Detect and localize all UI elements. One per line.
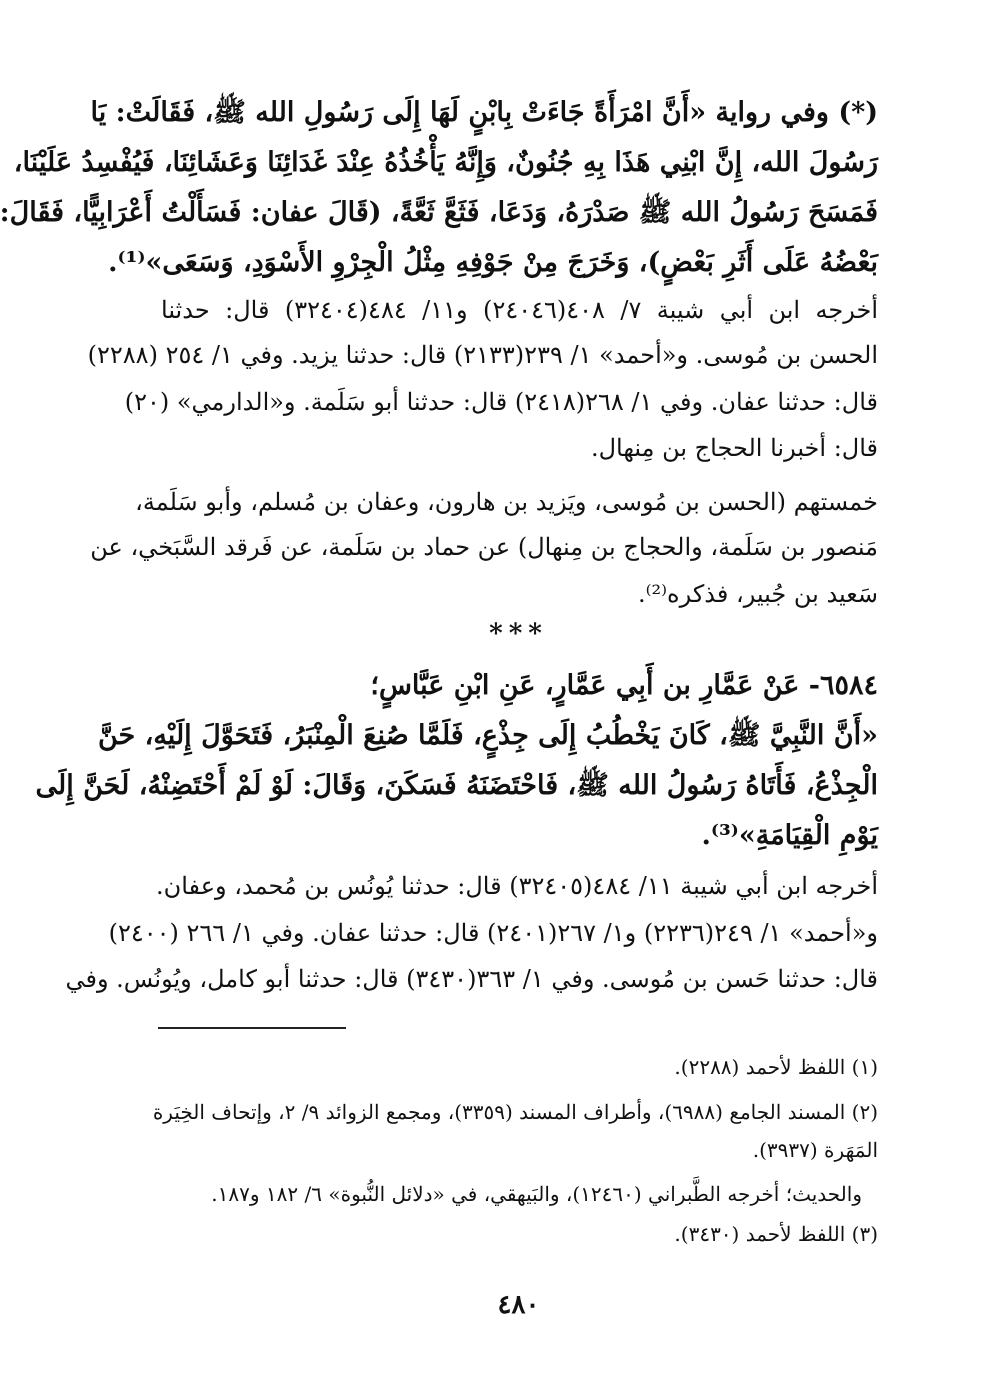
footnote: المَهَرة (٣٩٣٧). (752, 1138, 878, 1162)
narrators-line: مَنصور بن سَلَمة، والحجاج بن مِنهال) عن حماد بن سَلَمة، عن فَرقد السَّبَخي، عن (90, 533, 878, 561)
takhrij-line: أخرجه ابن أبي شيبة ٧/ ٤٠٨(٢٤٠٤٦) و١١/ ٤٨٤(٣٢٤٠٤) قال: حدثنا (161, 296, 878, 324)
hadith-variant-line: فَمَسَحَ رَسُولُ الله ﷺ صَدْرَهُ، وَدَعَا، فَثَعَّ ثَعَّةً، (قَالَ عفان: فَسَأَلْتُ أَعْرَابِيًّا، فَقَالَ: (0, 197, 878, 228)
hadith-heading: ٦٥٨٤- عَنْ عَمَّارِ بن أَبِي عَمَّارٍ، عَنِ ابْنِ عَبَّاسٍ؛ (370, 670, 878, 701)
takhrij-line: الحسن بن مُوسى. و«أحمد» ١/ ٢٣٩(٢١٣٣) قال: حدثنا يزيد. وفي ١/ ٢٥٤ (٢٢٨٨) (87, 341, 878, 369)
takhrij-line: و«أحمد» ١/ ٢٤٩(٢٢٣٦) و١/ ٢٦٧(٢٤٠١) قال: حدثنا عفان. وفي ١/ ٢٦٦ (٢٤٠٠) (108, 919, 878, 947)
hadith-variant-line: رَسُولَ الله، إِنَّ ابْنِي هَذَا بِهِ جُنُونٌ، وَإِنَّهُ يَأْخُذُهُ عِنْدَ غَدَائِنَا وَعَشَائِنَا، فَيُفْسِدُ عَلَيْنَا، (13, 147, 878, 178)
takhrij-line: قال: أخبرنا الحجاج بن مِنهال. (590, 434, 878, 462)
section-separator: *** (489, 619, 548, 649)
hadith-text-line: يَوْمِ الْقِيَامَةِ»⁽³⁾. (701, 820, 878, 851)
narrators-line: سَعيد بن جُبير، فذكره⁽²⁾. (637, 580, 878, 608)
hadith-text-line: «أَنَّ النَّبِيَّ ﷺ، كَانَ يَخْطُبُ إِلَى جِذْعٍ، فَلَمَّا صُنِعَ الْمِنْبَرُ، فَتَحَوَّلَ إِلَيْهِ، حَنَّ (97, 720, 878, 751)
footnote: والحديث؛ أخرجه الطَّبراني (١٢٤٦٠)، والبَيهقي، في «دلائل النُّبوة» ٦/ ١٨٢ و١٨٧. (211, 1182, 862, 1206)
takhrij-line: أخرجه ابن أبي شيبة ١١/ ٤٨٤(٣٢٤٠٥) قال: حدثنا يُونُس بن مُحمد، وعفان. (155, 872, 878, 900)
footnote: (٢) المسند الجامع (٦٩٨٨)، وأطراف المسند (٣٣٥٩)، ومجمع الزوائد ٩/ ٢، وإتحاف الخِيَرة (152, 1100, 878, 1124)
page-number: ٤٨٠ (497, 1290, 540, 1320)
takhrij-line: قال: حدثنا حَسن بن مُوسى. وفي ١/ ٣٦٣(٣٤٣٠) قال: حدثنا أبو كامل، ويُونُس. وفي (65, 965, 878, 993)
takhrij-line: قال: حدثنا عفان. وفي ١/ ٢٦٨(٢٤١٨) قال: حدثنا أبو سَلَمة. و«الدارمي» (٢٠) (124, 388, 878, 416)
hadith-variant-line: بَعْضُهُ عَلَى أَثَرِ بَعْضٍ)، وَخَرَجَ مِنْ جَوْفِهِ مِثْلُ الْجِرْوِ الأَسْوَدِ، وَسَعَى»⁽¹⁾. (108, 247, 878, 278)
footnote: (١) اللفظ لأحمد (٢٢٨٨). (674, 1055, 878, 1079)
hadith-text-line: الْجِذْعُ، فَأَتَاهُ رَسُولُ الله ﷺ، فَاحْتَضَنَهُ فَسَكَنَ، وَقَالَ: لَوْ لَمْ أَحْتَضِنْهُ، لَحَنَّ إِلَى (35, 770, 878, 801)
footnote-divider (158, 1027, 346, 1029)
hadith-variant-line: (*) وفي رواية «أَنَّ امْرَأَةً جَاءَتْ بِابْنٍ لَهَا إِلَى رَسُولِ الله ﷺ، فَقَالَتْ: يَا (90, 97, 878, 128)
narrators-line: خمستهم (الحسن بن مُوسى، ويَزيد بن هارون، وعفان بن مُسلم، وأبو سَلَمة، (135, 488, 878, 516)
footnote: (٣) اللفظ لأحمد (٣٤٣٠). (674, 1222, 878, 1246)
